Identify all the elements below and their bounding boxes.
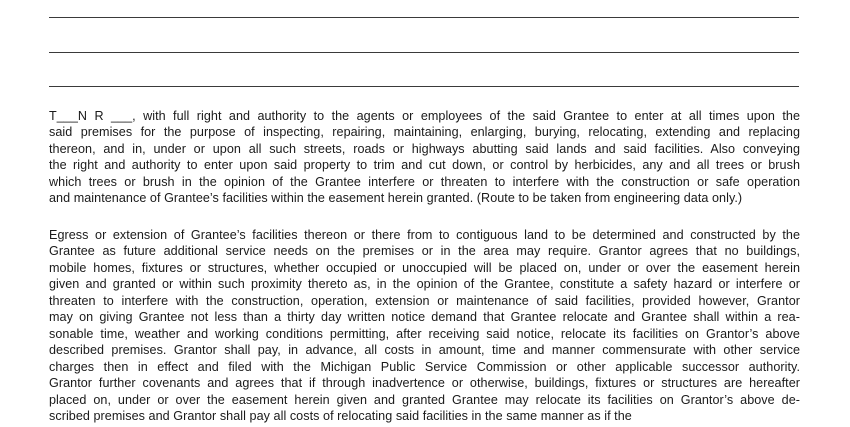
paragraph-line: mobile homes, fixtures or structures, whether occupied or unoccupied will be placed on, under or over the easement herein — [49, 260, 800, 275]
paragraph-line: given and granted or within such proximity thereto as, in the opinion of the Grantee, constitute a safety hazard or interfere or — [49, 277, 800, 292]
paragraph-line: charges then in effect and filed with the Michigan Public Service Commission or other applicable successor authority. — [49, 359, 800, 374]
paragraph-line: the right and authority to enter upon said property to trim and cut down, or control by herbicides, any and all trees or brush — [49, 158, 800, 173]
paragraph-line: described premises. Grantor shall pay, in advance, all costs in amount, time and manner commensurate with other service — [49, 343, 800, 358]
paragraph-line: T___N R ___, with full right and authority to the agents or employees of the said Grantee to enter at all times upon the — [49, 109, 800, 123]
paragraph-line: said premises for the purpose of inspecting, repairing, maintaining, enlarging, burying, relocating, extending and replacing — [49, 125, 800, 140]
paragraph-line: thereon, and in, under or upon all such streets, roads or highways abutting said lands and said facilities. Also conveying — [49, 141, 800, 156]
blank-line-3[interactable] — [49, 86, 799, 87]
paragraph-line: sonable time, weather and working conditions permitting, after receiving said notice, relocate its facilities on Grantor’s above — [49, 326, 800, 341]
egress-extension-paragraph — [49, 227, 800, 424]
paragraph-line: Egress or extension of Grantee’s facilities thereon or there from to contiguous land to be determined and constructed by the — [49, 228, 800, 242]
paragraph-line: threaten to interfere with the construction, operation, extension or maintenance of said facilities, provided however, Grantor — [49, 293, 800, 308]
easement-rights-paragraph — [49, 108, 800, 207]
paragraph-line: scribed premises and Grantor shall pay all costs of relocating said facilities in the same manner as if the — [49, 408, 632, 423]
blank-line-1[interactable] — [49, 17, 799, 18]
paragraph-line: placed on, under or over the easement herein given and granted Grantee may relocate its facilities on Grantor’s above de- — [49, 392, 800, 407]
paragraph-line: Grantee as future additional service needs on the premises or in the area may require. Grantor agrees that no buildings, — [49, 244, 800, 259]
paragraph-line: Grantor further covenants and agrees that if through inadvertence or otherwise, buildings, fixtures or structures are hereafter — [49, 376, 800, 391]
paragraph-line: may on giving Grantee not less than a thirty day written notice demand that Grantee relocate and Grantee shall within a rea- — [49, 310, 800, 325]
paragraph-line: which trees or brush in the opinion of the Grantee interfere or threaten to interfere with the construction or safe operation — [49, 174, 800, 189]
paragraph-line: and maintenance of Grantee’s facilities within the easement herein granted. (Route to be taken from engineering data only.) — [49, 191, 743, 206]
blank-line-2[interactable] — [49, 52, 799, 53]
